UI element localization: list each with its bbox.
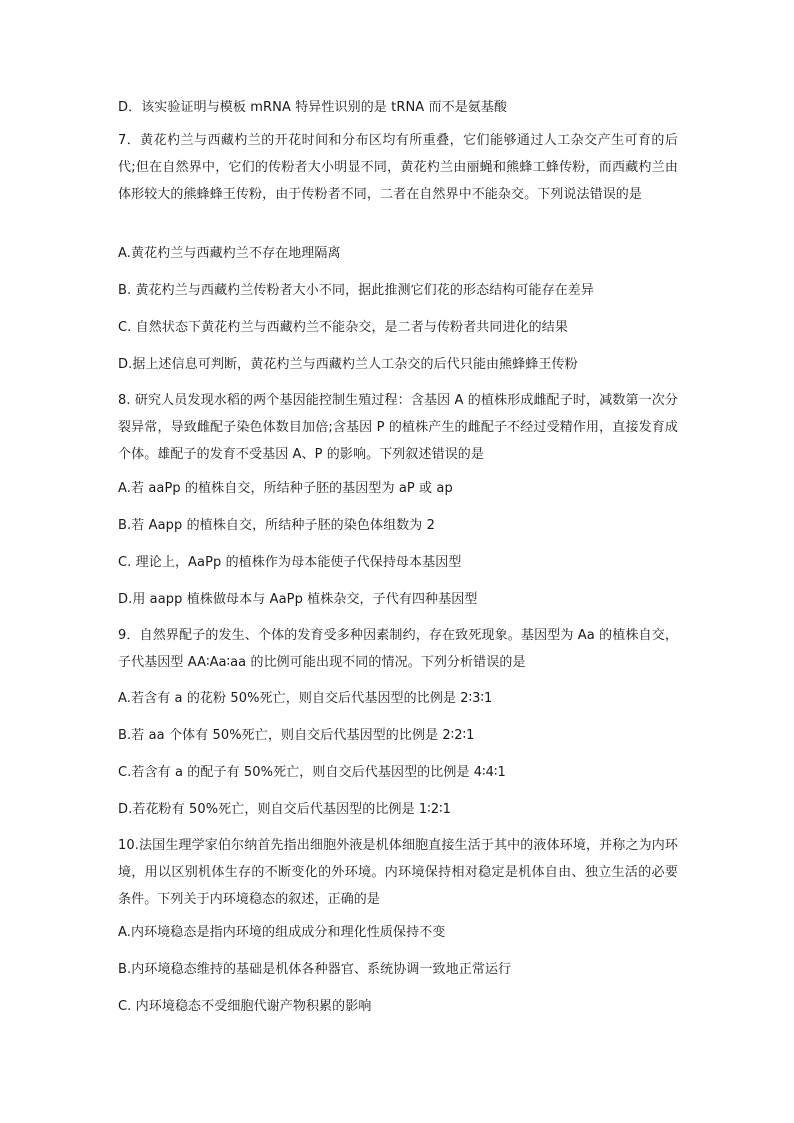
q9-option-c: C.若含有 a 的配子有 50%死亡，则自交后代基因型的比例是 4∶4∶1: [118, 765, 506, 780]
q9-option-d: D.若花粉有 50%死亡，则自交后代基因型的比例是 1∶2∶1: [118, 802, 451, 817]
q8-option-a: A.若 aaPp 的植株自交，所结种子胚的基因型为 aP 或 ap: [118, 481, 453, 496]
q10-option-b: B.内环境稳态维持的基础是机体各种器官、系统协调一致地正常运行: [118, 962, 512, 977]
q8-option-c: C. 理论上，AaPp 的植株作为母本能使子代保持母本基因型: [118, 555, 462, 570]
q9-option-a: A.若含有 a 的花粉 50%死亡，则自交后代基因型的比例是 2∶3∶1: [118, 691, 493, 706]
q9-option-b: B.若 aa 个体有 50%死亡，则自交后代基因型的比例是 2∶2∶1: [118, 728, 475, 743]
q10-option-c: C. 内环境稳态不受细胞代谢产物积累的影响: [118, 999, 372, 1014]
q8-option-d: D.用 aapp 植株做母本与 AaPp 植株杂交，子代有四种基因型: [118, 592, 478, 607]
q8-option-b: B.若 Aapp 的植株自交，所结种子胚的染色体组数为 2: [118, 518, 435, 533]
q7-option-d: D.据上述信息可判断，黄花杓兰与西藏杓兰人工杂交的后代只能由熊蜂蜂王传粉: [118, 357, 578, 372]
q10-stem: 10.法国生理学家伯尔纳首先指出细胞外液是机体细胞直接生活于其中的液体环境，并称之为内环境，用以区别机体生存的不断变化的外环境。内环境保持相对稳定是机体自由、独立生活的必要条件。下列关于内环境稳态的叙述，正确的是: [118, 838, 678, 907]
q10-option-a: A.内环境稳态是指内环境的组成成分和理化性质保持不变: [118, 925, 446, 940]
q7-stem: 7．黄花杓兰与西藏杓兰的开花时间和分布区均有所重叠，它们能够通过人工杂交产生可育的后代;但在自然界中，它们的传粉者大小明显不同，黄花杓兰由丽蝇和熊蜂工蜂传粉，而西藏杓兰由体形较大的熊蜂蜂王传粉，由于传粉者不同，二者在自然界中不能杂交。下列说法错误的是: [118, 133, 678, 202]
q6-option-d: D．该实验证明与模板 mRNA 特异性识别的是 tRNA 而不是氨基酸: [118, 100, 508, 115]
q8-stem: 8. 研究人员发现水稻的两个基因能控制生殖过程：含基因 A 的植株形成雌配子时，减数第一次分裂异常，导致雌配子染色体数目加倍;含基因 P 的植株产生的雌配子不经过受精作用，直接发育成个体。雄配子的发育不受基因 A、P 的影响。下列叙述错误的是: [118, 393, 678, 462]
document-page: [118, 0, 688, 1123]
q7-option-b: B. 黄花杓兰与西藏杓兰传粉者大小不同，据此推测它们花的形态结构可能存在差异: [118, 283, 594, 298]
q7-option-a: A.黄花杓兰与西藏杓兰不存在地理隔离: [118, 246, 341, 261]
q9-stem: 9．自然界配子的发生、个体的发育受多种因素制约，存在致死现象。基因型为 Aa 的植株自交，子代基因型 AA∶Aa∶aa 的比例可能出现不同的情况。下列分析错误的是: [118, 628, 678, 670]
q7-option-c: C. 自然状态下黄花杓兰与西藏杓兰不能杂交，是二者与传粉者共同进化的结果: [118, 320, 568, 335]
